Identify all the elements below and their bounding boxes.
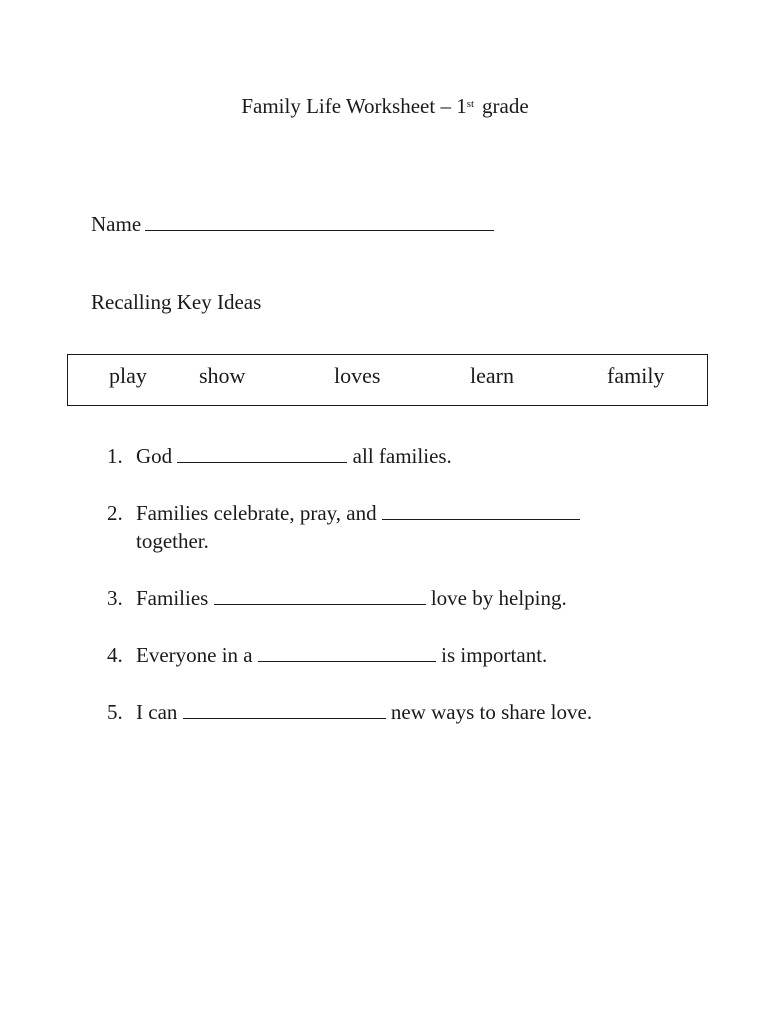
answer-blank[interactable] (183, 698, 386, 719)
answer-blank[interactable] (214, 584, 426, 605)
name-label: Name (91, 212, 142, 236)
word-bank-item: family (607, 363, 665, 388)
question-text-before: God (136, 444, 173, 468)
question-number: 3. (107, 586, 123, 610)
question-list (107, 442, 667, 755)
question-text-before: Everyone in a (136, 643, 253, 667)
question-item (107, 698, 667, 726)
question-item (107, 584, 667, 612)
section-heading: Recalling Key Ideas (91, 290, 262, 314)
answer-blank[interactable] (177, 442, 347, 463)
word-bank-box (67, 354, 708, 406)
question-text-before: Families celebrate, pray, and (136, 501, 377, 525)
name-blank[interactable] (145, 210, 494, 231)
question-text-after: new ways to share love. (390, 700, 593, 724)
question-number: 4. (107, 643, 123, 667)
name-field-row (91, 209, 494, 239)
question-text-after: is important. (441, 643, 548, 667)
question-text-before: I can (136, 700, 178, 724)
question-item (107, 641, 667, 669)
word-bank-item: show (199, 363, 246, 388)
word-bank-item: play (109, 363, 147, 388)
word-bank-item: learn (470, 363, 514, 388)
question-text-after: all families. (352, 444, 452, 468)
page-title (0, 91, 770, 121)
title-grade: grade (482, 94, 529, 118)
answer-blank[interactable] (382, 499, 580, 520)
question-text-before: Families (136, 586, 209, 610)
question-number: 2. (107, 501, 123, 525)
question-item (107, 442, 667, 470)
answer-blank[interactable] (258, 641, 436, 662)
question-text-after: love by helping. (430, 586, 567, 610)
word-bank-item: loves (334, 363, 381, 388)
title-text: Family Life Worksheet – 1 (241, 94, 467, 118)
title-superscript: st (466, 98, 475, 110)
question-number: 1. (107, 444, 123, 468)
question-item (107, 499, 667, 555)
question-text-continuation: together. (136, 529, 209, 553)
question-number: 5. (107, 700, 123, 724)
